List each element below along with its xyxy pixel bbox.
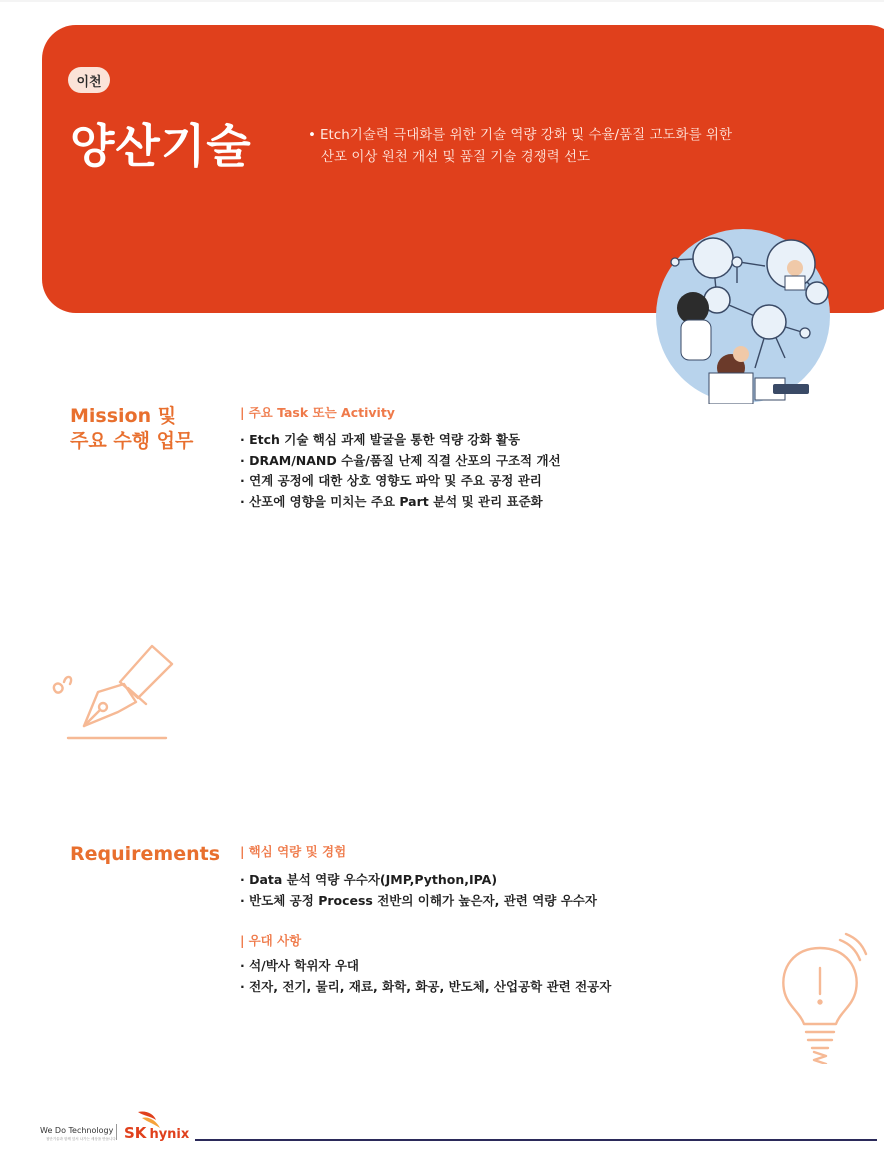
list-item: · Etch 기술 핵심 과제 발굴을 통한 역량 강화 활동 <box>240 430 561 451</box>
header-description <box>308 124 732 168</box>
list-item: · 연계 공정에 대한 상호 영향도 파악 및 주요 공정 관리 <box>240 471 561 492</box>
mission-subheading: | 주요 Task 또는 Activity <box>240 405 395 420</box>
list-item: · 석/박사 학위자 우대 <box>240 956 611 977</box>
tagline-text: We Do Technology <box>40 1126 114 1135</box>
description-line-1: Etch기술력 극대화를 위한 기술 역량 강화 및 수율/품질 고도화를 위한 <box>319 127 733 143</box>
footer-divider <box>116 1124 117 1140</box>
preferred-subheading: | 우대 사항 <box>240 933 302 948</box>
list-item: · 산포에 영향을 미치는 주요 Part 분석 및 관리 표준화 <box>240 492 561 513</box>
lightbulb-icon <box>770 932 870 1064</box>
bullet-dot: • <box>308 127 316 143</box>
list-item: · 반도체 공정 Process 전반의 이해가 높은자, 관련 역량 우수자 <box>240 891 597 912</box>
list-item: · DRAM/NAND 수율/품질 난제 직결 산포의 구조적 개선 <box>240 451 561 472</box>
core-subheading-text: 핵심 역량 및 경험 <box>248 844 347 859</box>
description-line-2: 산포 이상 원천 개선 및 품질 기술 경쟁력 선도 <box>321 149 591 165</box>
page-title: 양산기술 <box>70 119 252 173</box>
mission-label-line-1: Mission 및 <box>70 405 177 427</box>
fountain-pen-icon <box>48 640 176 744</box>
sk-hynix-logo <box>124 1124 189 1142</box>
footer-rule <box>195 1139 877 1141</box>
scientists-illustration <box>655 228 831 404</box>
core-requirements-list <box>240 870 597 911</box>
mission-section-label <box>70 404 193 454</box>
location-badge: 이천 <box>68 67 110 93</box>
core-subheading: | 핵심 역량 및 경험 <box>240 844 347 859</box>
top-border <box>0 0 884 2</box>
list-item: · 전자, 전기, 물리, 재료, 화학, 화공, 반도체, 산업공학 관련 전공자 <box>240 977 611 998</box>
preferred-requirements-list <box>240 956 611 997</box>
mission-task-list <box>240 430 561 512</box>
logo-sk: SK <box>124 1124 147 1142</box>
we-do-technology-tagline <box>40 1126 116 1141</box>
requirements-section-label: Requirements <box>70 843 221 865</box>
mission-subheading-text: 주요 Task 또는 Activity <box>248 405 395 420</box>
preferred-subheading-text: 우대 사항 <box>248 933 302 948</box>
list-item: · Data 분석 역량 우수자(JMP,Python,IPA) <box>240 870 597 891</box>
tagline-subtext: 첨단기술과 함께 앞서 나가는 세상을 만듭니다 <box>46 1137 116 1141</box>
logo-hynix: hynix <box>149 1127 190 1142</box>
mission-label-line-2: 주요 수행 업무 <box>70 430 194 452</box>
